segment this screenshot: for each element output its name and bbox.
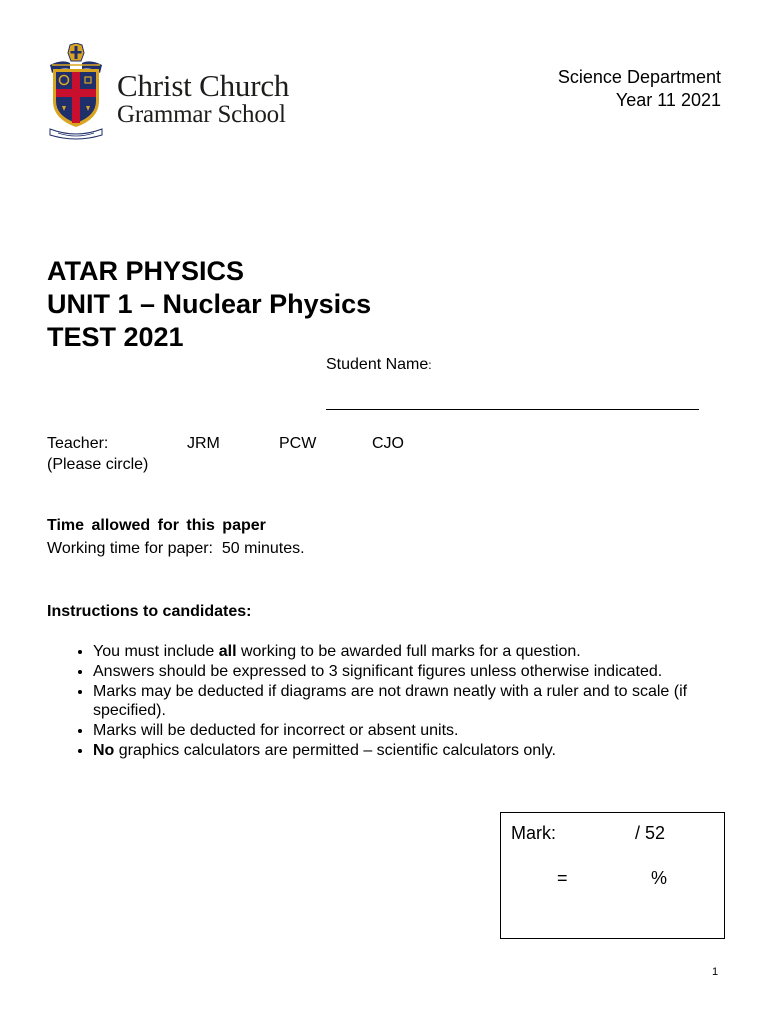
instructions-heading: Instructions to candidates: <box>47 603 252 620</box>
school-name <box>117 70 289 127</box>
teacher-label: Teacher: <box>47 435 109 452</box>
list-item: • Marks will be deducted for incorrect or absent units. <box>93 721 753 740</box>
test-title <box>47 255 371 354</box>
student-name-colon: : <box>428 358 432 372</box>
department-block <box>558 66 721 112</box>
year-label: Year 11 2021 <box>615 90 721 110</box>
list-item: • No graphics calculators are permitted – scientific calculators only. <box>93 741 753 760</box>
list-item: • Marks may be deducted if diagrams are not drawn neatly with a ruler and to scale (if specified). <box>93 682 753 720</box>
student-name-label <box>326 356 432 374</box>
teacher-option-cjo[interactable]: CJO <box>372 435 404 452</box>
title-line3: TEST 2021 <box>47 322 184 352</box>
title-line2: UNIT 1 – Nuclear Physics <box>47 289 372 319</box>
instructions-list <box>69 642 753 761</box>
teacher-option-jrm[interactable]: JRM <box>187 435 220 452</box>
mark-percent: % <box>651 868 668 888</box>
teacher-option-pcw[interactable]: PCW <box>279 435 317 452</box>
student-name-field[interactable] <box>326 409 699 410</box>
teacher-note: (Please circle) <box>47 456 149 473</box>
list-item: • You must include all working to be awarded full marks for a question. <box>93 642 753 661</box>
time-text: Working time for paper: 50 minutes. <box>47 540 305 557</box>
mark-label: Mark: <box>511 823 556 843</box>
school-name-line2: Grammar School <box>117 101 286 128</box>
mark-total: / 52 <box>635 823 666 843</box>
school-crest-icon <box>48 43 104 141</box>
list-item: • Answers should be expressed to 3 significant figures unless otherwise indicated. <box>93 662 753 681</box>
mark-equals: = <box>557 868 568 888</box>
title-line1: ATAR PHYSICS <box>47 256 245 286</box>
student-name-text: Student Name <box>326 356 429 373</box>
mark-box <box>500 812 725 939</box>
page-number: 1 <box>712 966 719 978</box>
time-heading: Time allowed for this paper <box>47 517 266 534</box>
school-name-line1: Christ Church <box>117 68 290 103</box>
department-name: Science Department <box>557 67 721 87</box>
